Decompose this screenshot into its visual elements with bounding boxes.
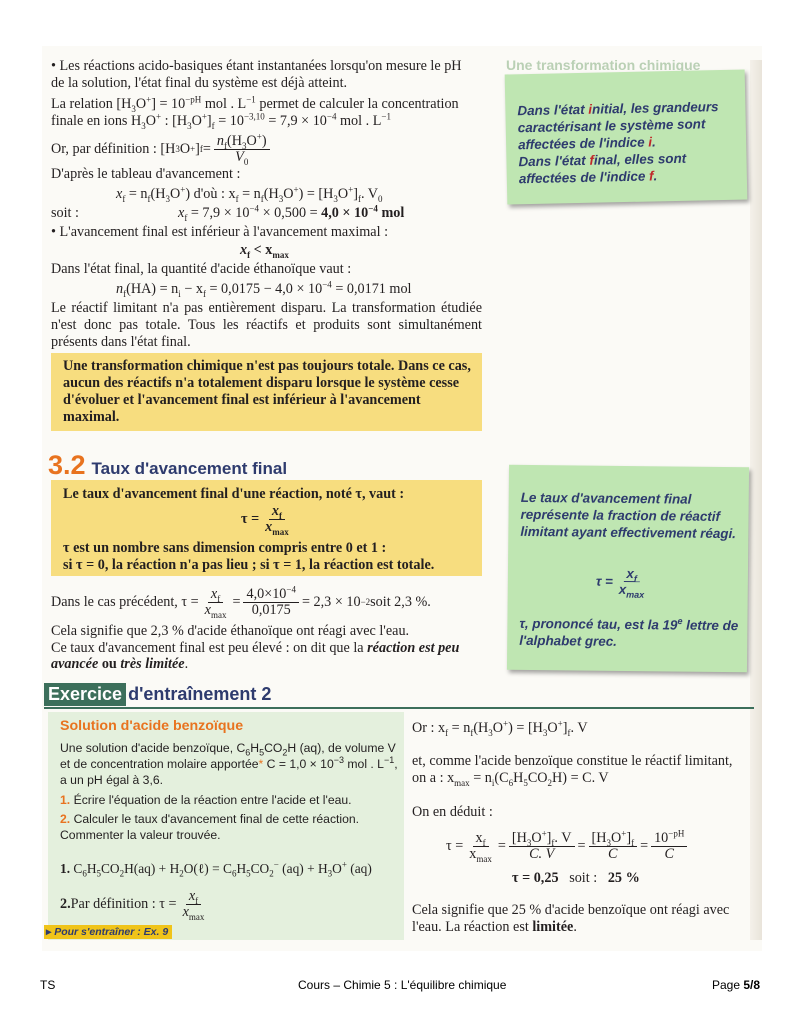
paragraph-line: Cela signifie que 2,3 % d'acide éthanoïque ont réagi avec l'eau. [51, 623, 410, 639]
solution-line: on a : $x_{max} = n_i(C_6H_5CO_2H) = C$. V [412, 770, 609, 788]
tau-formula: τ = $\frac{x_f}{x_{max}}$ [241, 503, 289, 537]
inequality: $x_f < x_{max}$ [240, 242, 289, 260]
key-point-text: Une transformation chimique n'est pas toujours totale. Dans ce cas, aucun des réactifs n'a totalement disparu lorsque le système cesse d'évoluer et l'avancement final est inférieur à l'avancement maximal. [63, 358, 471, 425]
section-heading: 3.2 Taux d'avancement final [48, 450, 288, 480]
equation-line: $x_f = n_f(H_3O^+)$ d'où : $x_f = n_f(H_3O^+) = [H_3O^+]_f$. $V_0$ [116, 184, 383, 204]
solution-line: On en déduit : [412, 804, 493, 820]
tau-derivation: τ = $\frac{x_f}{x_{max}}$ = $\frac{[H_3O^+]_f. V}{C. V}$ = $\frac{[H_3O^+]_f}{C}$ = $\frac{10^{-pH}}{C}$ [446, 826, 690, 866]
paragraph: Le réactif limitant n'a pas entièrement disparu. La transformation étudiée n'est donc pas totale. Tous les réactifs et produits sont simultanément présents dans l'état final. [51, 300, 482, 350]
question-2: 2. Calculer le taux d'avancement final de cette réaction. Commenter la valeur trouvée. [60, 812, 360, 842]
paragraph-line: • L'avancement final est inférieur à l'avancement maximal : [51, 224, 389, 240]
solution-line: Or : $x_f = n_f(H_3O^+) = [H_3O^+]_f$. V [412, 718, 588, 738]
paragraph-line: de la solution, l'état final du système est déjà atteint. [51, 75, 348, 91]
page-edge-shadow [750, 60, 762, 940]
paragraph-line: Dans l'état final, la quantité d'acide éthanoïque vaut : [51, 261, 352, 277]
solution-line: et, comme l'acide benzoïque constitue le réactif limitant, [412, 753, 733, 769]
footer-left: TS [40, 978, 56, 992]
page-number: Page 5/8 [712, 978, 761, 992]
concentration-line: finale en ions $H_3O^+$ : $[H_3O^+]_f = 10^{-3,10} = 7,9 \times 10^{-4}$ mol . $L^{-1}$ [51, 111, 391, 131]
exercise-heading: Exercice d'entraînement 2 [44, 684, 271, 708]
footer-title: Cours – Chimie 5 : L'équilibre chimique [298, 978, 507, 992]
equation-line: $x_f = 7,9 \times 10^{-4} \times 0,500 = 4,0 \times 10^{-4}$ mol [178, 203, 405, 223]
exercise-title: Solution d'acide benzoïque [60, 718, 244, 734]
relation-line: La relation $[H_3O^+] = 10^{-pH}$ mol . $L^{-1}$ permet de calculer la concentration [51, 94, 459, 114]
solution-conclusion: Cela signifie que 25 % d'acide benzoïque ont réagi avec l'eau. La réaction est limitée. [412, 902, 730, 935]
answer-2: 2. Par définition : τ = $\frac{x_f}{x_{max}}$ [60, 887, 205, 922]
question-1: 1. Écrire l'équation de la réaction entre l'acide et l'eau. [60, 793, 352, 807]
exercise-statement: Une solution d'acide benzoïque, $C_6H_5CO_2H$ (aq), de volume V et de concentration molaire apportée* $C = 1,0 \times 10^{-3}$ mol . $L^{-1}$, a un pH égal à 3,6. [60, 741, 398, 787]
exercise-rule [44, 707, 754, 709]
tau-result: τ = 0,25 soit : 25 % [512, 870, 640, 886]
equation-line: $n_f(HA) = n_i - x_f = 0,0175 - 4,0 \times 10^{-4} = 0,0171$ mol [116, 279, 412, 299]
paragraph-line: D'après le tableau d'avancement : [51, 166, 241, 182]
paragraph-line: avancée ou très limitée. [51, 656, 189, 672]
definition-box: Le taux d'avancement final d'une réaction, noté τ, vaut : τ = $\frac{x_f}{x_{max}}$ τ est un nombre sans dimension compris entre 0 et 1 : si τ = 0, la réaction n'a pas lieu ; si τ = 1, la réaction est totale. [51, 480, 482, 576]
calculation-line: Dans le cas précédent, τ = $\frac{x_f}{x_{max}}$ = $\frac{4,0\times 10^{-4}}{0,0175}$ = 2,3 × 10 −2 soit 2,3 %. [51, 583, 431, 620]
margin-note: Le taux d'avancement final représente la fraction de réactif limitant ayant effectivement réagi. τ = $\frac{x_f}{x_{max}}$ τ, prononcé tau, est la 19e lettre de l'alphabet grec. [507, 465, 749, 673]
key-point-box [51, 353, 482, 431]
answer-1: 1. $C_6H_5CO_2H(aq)$ + $H_2O(\ell) = C_6H_5CO_2^-$ $(aq) + H_3O^+$ (aq) [60, 859, 372, 879]
soit-label: soit : [51, 205, 79, 221]
fraction: $\frac{n_f(H_3O^+)}{V_0}$ [214, 134, 270, 165]
margin-note: Dans l'état initial, les grandeurs caractérisant le système sont affectées de l'indice i. Dans l'état final, elles sont affectées de l'indice f. [505, 70, 748, 205]
tau-formula: τ = $\frac{x_f}{x_{max}}$ [595, 565, 645, 600]
paragraph-line: • Les réactions acido-basiques étant instantanées lorsqu'on mesure le pH [51, 58, 462, 74]
paragraph-line: Ce taux d'avancement final est peu élevé : on dit que la réaction est peu [51, 640, 460, 656]
background-heading: Une transformation chimique [506, 57, 701, 73]
definition-line: Or, par définition : [H 3 O + ] f = $\frac{n_f(H_3O^+)}{V_0}$ [51, 131, 273, 167]
practice-link[interactable]: ▸ Pour s'entraîner : Ex. 9 [44, 925, 172, 939]
